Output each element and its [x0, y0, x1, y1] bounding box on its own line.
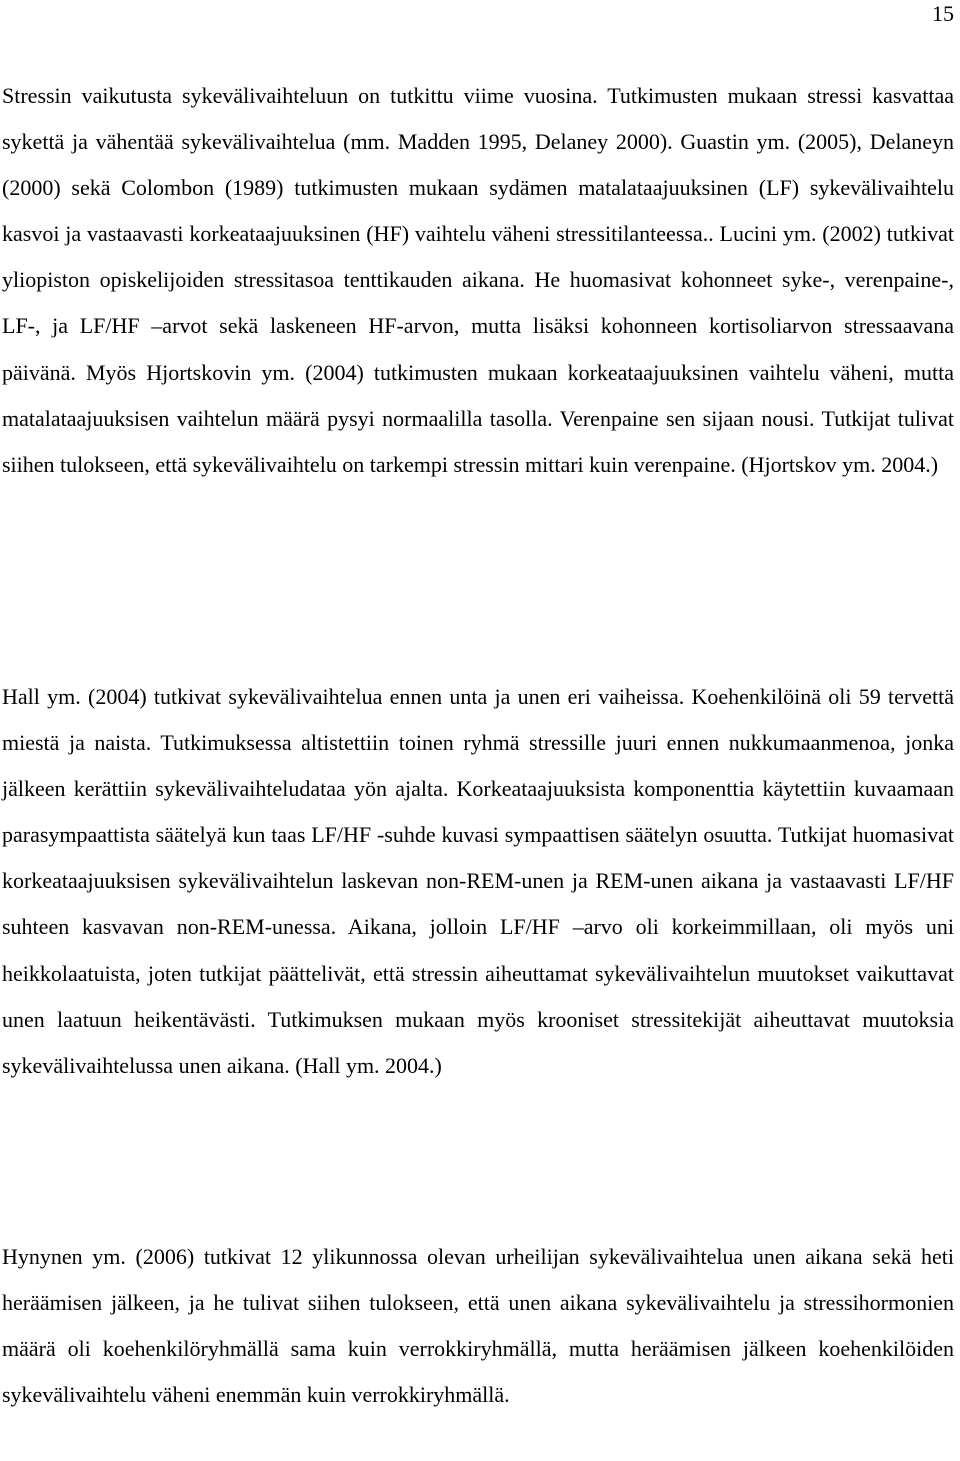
- paragraph-hynynen-athletes: Hynynen ym. (2006) tutkivat 12 ylikunnossa olevan urheilijan sykevälivaihtelua unen aikana sekä heti heräämisen jälkeen, ja he tulivat siihen tulokseen, että unen aikana sykevälivaihtelu ja stressihormonien määrä oli koehenkilöryhmällä sama kuin verrokkiryhmällä, mutta heräämisen jälkeen koehenkilöiden sykevälivaihtelu väheni enemmän kuin verrokkiryhmällä.: [2, 1244, 954, 1408]
- page-number: 15: [932, 1, 954, 26]
- paragraph-hall-sleep: Hall ym. (2004) tutkivat sykevälivaihtelua ennen unta ja unen eri vaiheissa. Koehenkilöinä oli 59 tervettä miestä ja naista. Tutkimuksessa altistettiin toinen ryhmä stressille juuri ennen nukkumaanmenoa, jonka jälkeen kerättiin sykevälivaihteludataa yön ajalta. Korkeataajuuksista komponenttia käytettiin kuvaamaan parasympaattista säätelyä kun taas LF/HF -suhde kuvasi sympaattisen säätelyn osuutta. Tutkijat huomasivat korkeataajuuksisen sykevälivaihtelun laskevan non-REM-unen ja REM-unen aikana ja vastaavasti LF/HF suhteen kasvavan non-REM-unessa. Aikana, jolloin LF/HF –arvo oli korkeimmillaan, oli myös uni heikkolaatuista, joten tutkijat päättelivät, että stressin aiheuttamat sykevälivaihtelun muutokset vaikuttavat unen laatuun heikentävästi. Tutkimuksen mukaan myös krooniset stressitekijät aiheuttavat muutoksia sykevälivaihtelussa unen aikana. (Hall ym. 2004.): [2, 684, 954, 1078]
- paragraph-stress-hrv: Stressin vaikutusta sykevälivaihteluun on tutkittu viime vuosina. Tutkimusten mukaan stressi kasvattaa sykettä ja vähentää sykevälivaihtelua (mm. Madden 1995, Delaney 2000). Guastin ym. (2005), Delaneyn (2000) sekä Colombon (1989) tutkimusten mukaan sydämen matalataajuuksinen (LF) sykevälivaihtelu kasvoi ja vastaavasti korkeataajuuksinen (HF) vaihtelu väheni stressitilanteessa.. Lucini ym. (2002) tutkivat yliopiston opiskelijoiden stressitasoa tenttikauden aikana. He huomasivat kohonneet syke-, verenpaine-, LF-, ja LF/HF –arvot sekä laskeneen HF-arvon, mutta lisäksi kohonneen kortisoliarvon stressaavana päivänä. Myös Hjortskovin ym. (2004) tutkimusten mukaan korkeataajuuksinen vaihtelu väheni, mutta matalataajuuksisen vaihtelun määrä pysyi normaalilla tasolla. Verenpaine sen sijaan nousi. Tutkijat tulivat siihen tulokseen, että sykevälivaihtelu on tarkempi stressin mittari kuin verenpaine. (Hjortskov ym. 2004.): [2, 83, 954, 477]
